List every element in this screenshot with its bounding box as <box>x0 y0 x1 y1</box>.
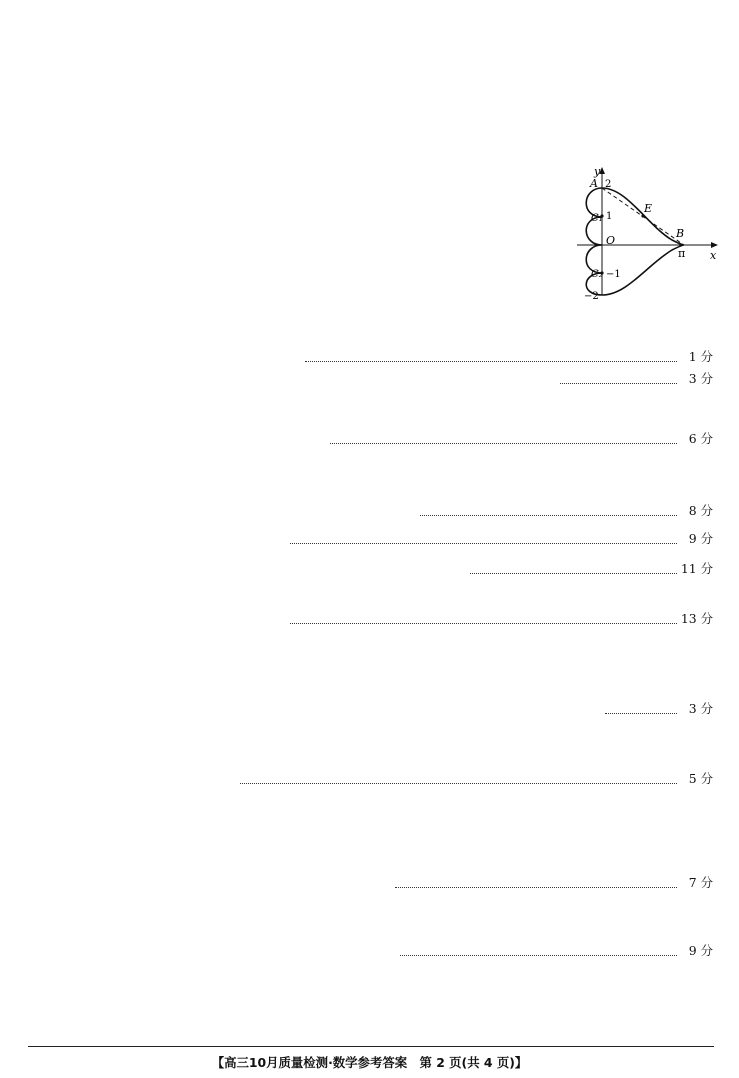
label-minus2: −2 <box>584 291 599 302</box>
leader-dots <box>470 573 677 574</box>
label-2: 2 <box>605 179 612 190</box>
leader-dots <box>305 361 677 362</box>
score-marker: 6 分 <box>688 431 713 446</box>
score-marker: 7 分 <box>688 875 713 890</box>
score-marker: 9 分 <box>688 943 713 958</box>
label-o: O <box>606 234 616 247</box>
score-marker: 13 分 <box>680 611 713 626</box>
leader-dots <box>420 515 677 516</box>
leader-dots <box>330 443 677 444</box>
x-axis-arrow <box>711 242 718 248</box>
label-y: y <box>594 165 601 178</box>
score-marker: 3 分 <box>688 371 713 386</box>
leader-dots <box>400 955 677 956</box>
label-c1: C₁ <box>591 213 603 224</box>
score-marker: 1 分 <box>688 349 713 364</box>
score-marker: 11 分 <box>680 561 713 576</box>
leader-dots <box>290 623 677 624</box>
label-c2: C₂ <box>591 269 603 280</box>
score-marker: 8 分 <box>688 503 713 518</box>
footer-rule <box>28 1046 714 1047</box>
label-e: E <box>644 202 653 215</box>
score-marker: 5 分 <box>688 771 713 786</box>
heart-figure <box>572 165 722 305</box>
score-marker: 9 分 <box>688 531 713 546</box>
label-minus1: −1 <box>606 269 621 280</box>
leader-dots <box>240 783 677 784</box>
score-marker: 3 分 <box>688 701 713 716</box>
label-a: A <box>590 177 598 190</box>
label-b: B <box>676 227 685 240</box>
leader-dots <box>290 543 677 544</box>
leader-dots <box>560 383 677 384</box>
leader-dots <box>605 713 677 714</box>
leader-dots <box>395 887 677 888</box>
label-pi: π <box>678 247 686 260</box>
label-1: 1 <box>606 211 613 222</box>
page-footer: 【高三10月质量检测·数学参考答案 第 2 页(共 4 页)】 <box>211 1055 528 1070</box>
label-x: x <box>710 249 717 262</box>
